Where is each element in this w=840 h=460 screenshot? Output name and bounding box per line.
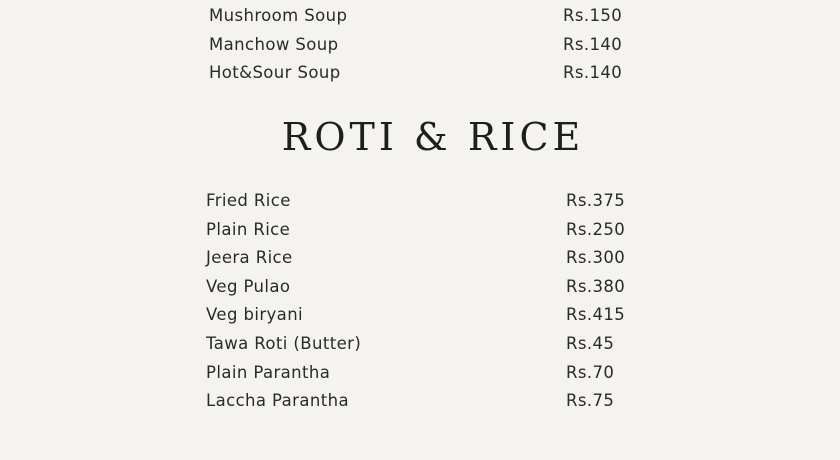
- item-name: Hot&Sour Soup: [209, 63, 341, 83]
- item-price: Rs.45: [566, 333, 615, 353]
- item-name: Veg Pulao: [206, 276, 291, 296]
- menu-item: [209, 61, 629, 90]
- item-price: Rs.375: [566, 191, 626, 210]
- menu-item: [206, 275, 636, 304]
- item-name: Laccha Parantha: [206, 391, 349, 411]
- soup-list: [209, 4, 629, 90]
- menu-item: [206, 361, 636, 390]
- item-price: Rs.415: [566, 305, 626, 325]
- menu-item: [206, 218, 636, 247]
- menu-item: [209, 33, 629, 62]
- roti-rice-list: [206, 189, 636, 418]
- item-price: Rs.140: [563, 34, 623, 54]
- section-title: ROTI & RICE: [281, 115, 585, 159]
- item-name: Plain Parantha: [206, 362, 331, 382]
- item-name: Plain Rice: [206, 219, 291, 239]
- item-price: Rs.250: [566, 219, 626, 239]
- item-price: Rs.70: [566, 362, 615, 382]
- item-name: Jeera Rice: [206, 248, 293, 268]
- menu-item: [206, 246, 636, 275]
- item-price: Rs.380: [566, 276, 626, 296]
- item-name: Veg biryani: [206, 305, 304, 325]
- menu-item: [206, 189, 636, 218]
- menu-item: [206, 389, 636, 418]
- item-price: Rs.150: [563, 6, 623, 25]
- item-name: Tawa Roti (Butter): [206, 333, 362, 353]
- item-price: Rs.300: [566, 248, 626, 268]
- menu-item: [206, 303, 636, 332]
- item-price: Rs.75: [566, 391, 615, 411]
- item-name: Fried Rice: [206, 191, 291, 210]
- item-name: Manchow Soup: [209, 34, 339, 54]
- menu-item: [209, 4, 629, 33]
- item-name: Mushroom Soup: [209, 6, 348, 25]
- menu-item: [206, 332, 636, 361]
- item-price: Rs.140: [563, 63, 623, 83]
